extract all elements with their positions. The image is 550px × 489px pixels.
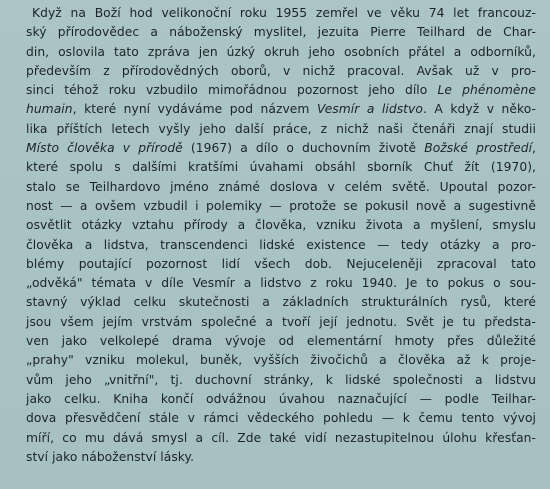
text-line: dova přesvědčení stále v rámci vědeckého pohledu — k čemu tento vývoj <box>26 411 536 426</box>
text-line: ský přírodovědec a náboženský myslitel, jezuita Pierre Teilhard de Char- <box>26 25 536 40</box>
book-title-bozske-prostredi: Božské prostředí <box>424 141 533 156</box>
blurb-paragraph <box>26 4 536 467</box>
text-line <box>26 100 536 119</box>
text-run: , <box>532 141 537 156</box>
text-line: jako celku. Kniha končí odvážnou úvahou naznačující — podle Teilhar- <box>26 391 536 406</box>
text-line: din, oslovila tato zpráva jen úzký okruh jeho osobních přátel a odborníků, <box>26 44 536 59</box>
text-line: nost — a ovšem vzbudil i polemiky — protože se pokusil nově a sugestivně <box>26 198 536 213</box>
text-run: (1967) a dílo o duchovním životě <box>182 141 425 156</box>
text-line: „prahy" vzniku molekul, buněk, vyšších živočichů a člověka až k proje- <box>26 353 536 368</box>
text-line: míří, co mu dává smysl a cíl. Zde také vidí nezastupitelnou úlohu křesťan- <box>26 430 536 445</box>
text-run: , které nyní vydáváme pod názvem <box>72 102 317 117</box>
text-line: ven jako velkolepé drama vývoje od elementární hmoty přes důležité <box>26 334 536 349</box>
text-line <box>26 139 536 158</box>
text-line: stavný výklad celku skutečnosti a základních strukturálních rysů, které <box>26 295 536 310</box>
book-title-misto-cloveka: Místo člověka v přírodě <box>26 141 183 156</box>
text-line: blémy poutající pozornost lidí všech dob. Nejuceleněji zpracoval tato <box>26 256 536 271</box>
text-line: lika příštích letech vyšly jeho další práce, z nichž naši čtenáři znají studii <box>26 121 536 136</box>
text-line: „odvěká" témata v díle Vesmír a lidstvo z roku 1940. Je to pokus o sou- <box>26 276 536 291</box>
book-title-le-phenomene: Le phénomène <box>437 83 537 98</box>
text-line: člověka a lidstva, transcendenci lidské existence — tedy otázky a pro- <box>26 237 536 252</box>
text-line: vům jeho „vnitřní", tj. duchovní stránky, k lidské společnosti a lidstvu <box>26 372 536 387</box>
text-line: Když na Boží hod velikonoční roku 1955 zemřel ve věku 74 let francouz- <box>32 6 536 20</box>
text-run: . A když v něko- <box>422 102 536 117</box>
text-line: které spolu s dalšími kratšími úvahami obsáhl sborník Chuť žít (1970), <box>26 160 536 175</box>
text-line: především z přírodovědných oborů, v nichž pracoval. Avšak už v pro- <box>26 63 536 78</box>
book-title-humain: humain <box>26 102 73 117</box>
text-line <box>26 81 536 100</box>
text-line: stalo se Teilhardovo jméno známé doslova v celém světě. Upoutal pozor- <box>26 179 536 194</box>
text-line: ství jako náboženství lásky. <box>26 449 195 464</box>
text-line: jsou všem jejím vrstvám společné a tvoří její jednotu. Svět je tu předsta- <box>26 314 536 329</box>
book-title-vesmir-a-lidstvo: Vesmír a lidstvo <box>316 102 423 117</box>
text-run: sinci téhož roku vzbudilo mimořádnou pozornost jeho dílo <box>26 83 438 98</box>
text-line: osvětlit otázky vztahu přírody a člověka, vzniku života a myšlení, smyslu <box>26 218 536 233</box>
